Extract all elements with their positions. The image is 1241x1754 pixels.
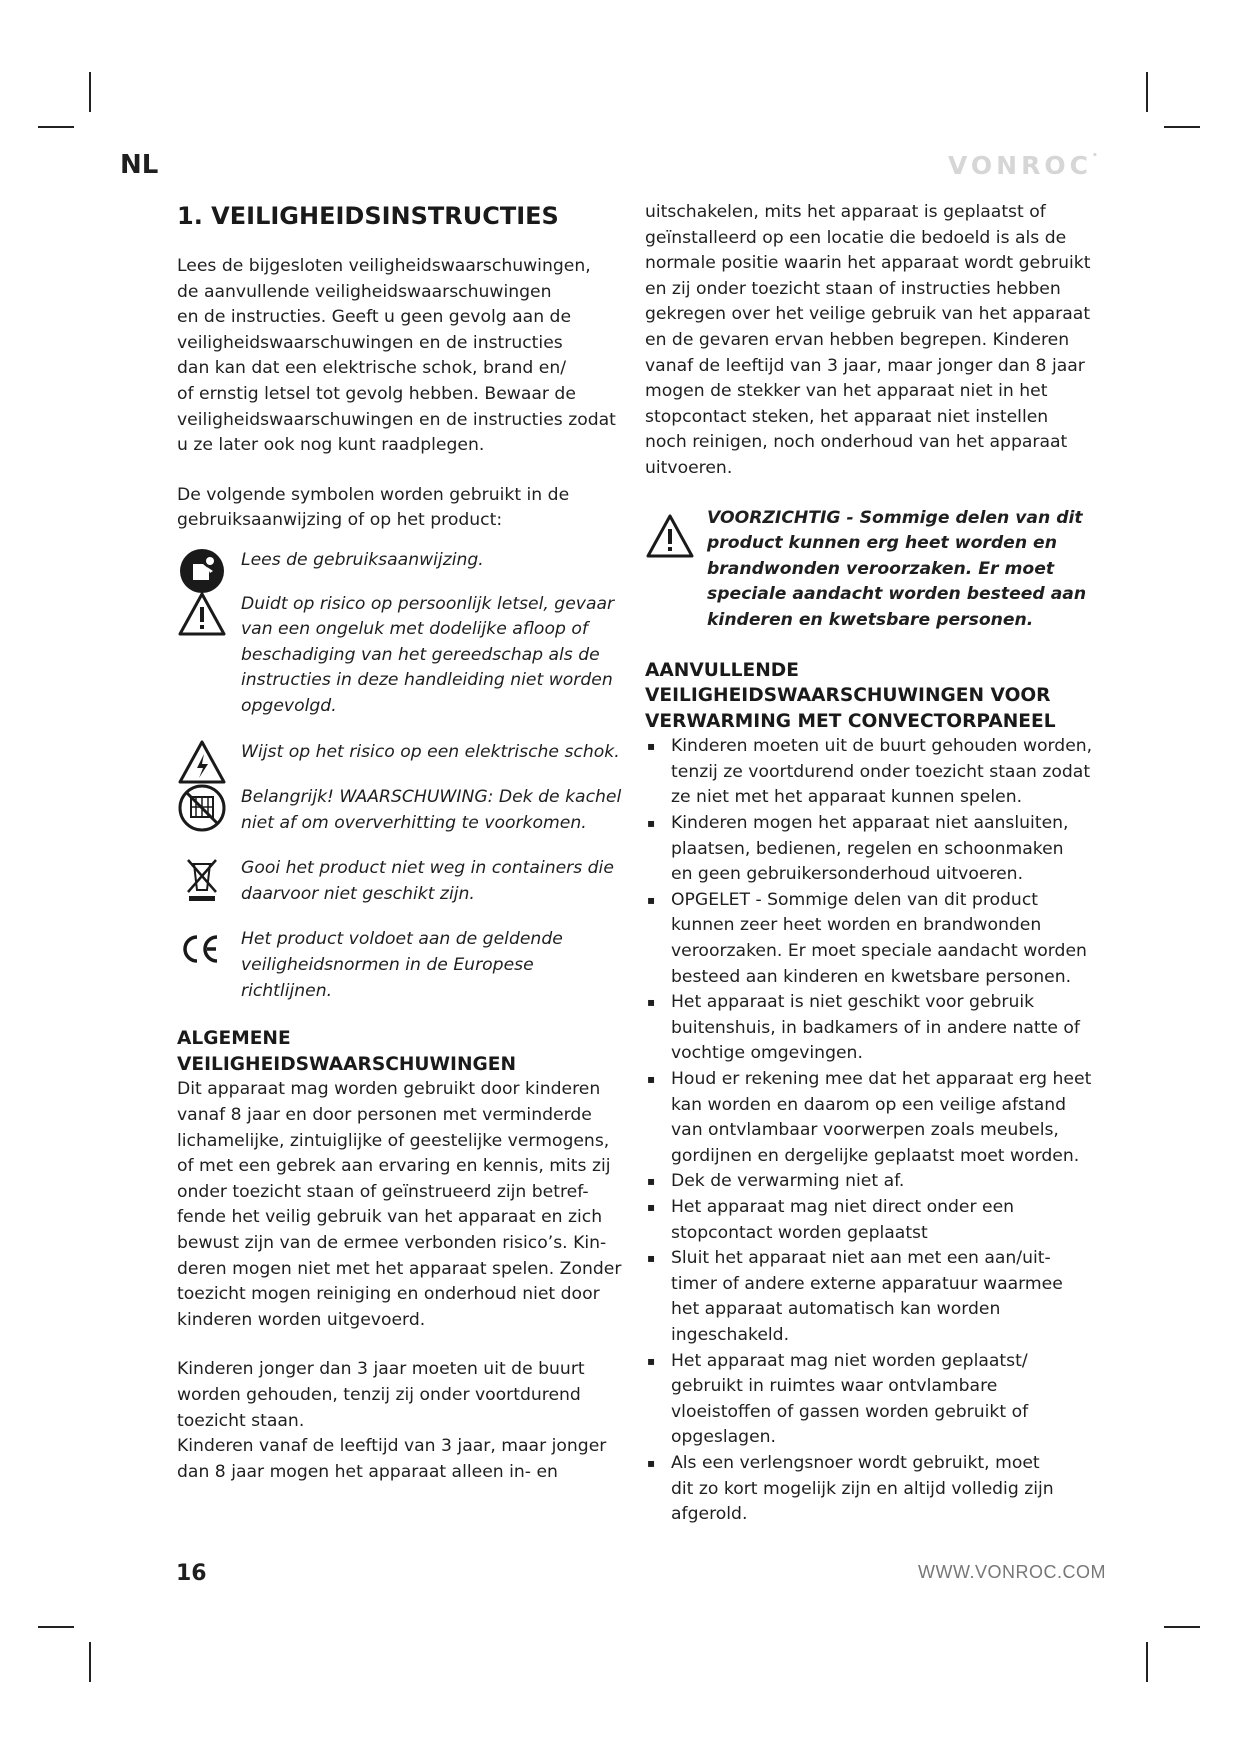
- ce-mark-icon: [177, 925, 227, 975]
- general-warnings-heading: ALGEMENE VEILIGHEIDSWAARSCHUWINGEN: [177, 1028, 517, 1075]
- symbol-text: Wijst op het risico op een elektrische schok.: [241, 741, 620, 762]
- symbol-item: [177, 548, 633, 574]
- general-paragraph-2: Kinderen jonger dan 3 jaar moeten uit de buurt worden gehouden, tenzij zij onder voortdurend toezicht staan.: [177, 1359, 585, 1431]
- general-paragraph-1: Dit apparaat mag worden gebruikt door kinderen vanaf 8 jaar en door personen met verminderde lichamelijke, zintuiglijke of geestelijke vermogens, of met een gebrek aan ervaring en kennis, mits zij onder toezicht staan of geïnstrueerd zijn betref- fende het veilig gebruik van het apparaat en zich bewust zijn van de ermee verbonden risico’s. Kin- deren mogen niet met het apparaat spelen. Zonder toezicht mogen reiniging en onderhoud niet door kinderen worden uitgevoerd.: [177, 1079, 622, 1330]
- crop-mark: [1146, 72, 1148, 112]
- symbol-item: [177, 927, 633, 1004]
- website-url: WWW.VONROC.COM: [918, 1562, 1106, 1582]
- electric-shock-icon: [177, 738, 227, 788]
- list-item: ▪ Kinderen moeten uit de buurt gehouden worden, tenzij ze voortdurend onder toezicht staan zodat ze niet met het apparaat kunnen spelen.: [645, 734, 1093, 811]
- list-item: ▪ Kinderen mogen het apparaat niet aansluiten, plaatsen, bedienen, regelen en schoonmaken en geen gebruikersonderhoud uitvoeren.: [645, 811, 1093, 888]
- symbol-list: [177, 548, 633, 1004]
- left-column: [177, 200, 633, 1485]
- list-item: ▪ Het apparaat mag niet direct onder een stopcontact worden geplaatst: [645, 1195, 1093, 1246]
- intro-paragraph: Lees de bijgesloten veiligheidswaarschuwingen, de aanvullende veiligheidswaarschuwingen en de instructies. Geeft u geen gevolg aan de veiligheidswaarschuwingen en de instructies dan kan dat een elektrische schok, brand en/ of ernstig letsel tot gevolg hebben. Bewaar de veiligheidswaarschuwingen en de instructies zodat u ze later ook nog kunt raadplegen.: [177, 256, 616, 456]
- symbols-intro: De volgende symbolen worden gebruikt in de gebruiksaanwijzing of op het product:: [177, 484, 570, 531]
- symbol-text: Duidt op risico op persoonlijk letsel, gevaar van een ongeluk met dodelijke afloop of beschadiging van het gereedschap als de instructies in deze handleiding niet worden opgevolgd.: [241, 593, 615, 716]
- warning-triangle-icon: [645, 512, 695, 562]
- symbol-text: Lees de gebruiksaanwijzing.: [241, 549, 484, 570]
- list-item: ▪ Houd er rekening mee dat het apparaat erg heet kan worden en daarom op een veilige afstand van ontvlambaar voorwerpen zoals meubels, gordijnen en dergelijke geplaatst moet worden.: [645, 1067, 1093, 1169]
- weee-bin-icon: [177, 854, 227, 904]
- caution-text: VOORZICHTIG - Sommige delen van dit product kunnen erg heet worden en brandwonden veroorzaken. Er moet speciale aandacht worden besteed aan kinderen en kwetsbare personen.: [707, 507, 1087, 630]
- symbol-text: Het product voldoet aan de geldende veiligheidsnormen in de Europese richtlijnen.: [241, 929, 563, 1001]
- general-paragraph-3: Kinderen vanaf de leeftijd van 3 jaar, maar jonger dan 8 jaar mogen het apparaat alleen in- en: [177, 1436, 607, 1482]
- page-number: 16: [176, 1561, 207, 1586]
- crop-mark: [89, 72, 91, 112]
- brand-logo: VONROC•: [948, 151, 1098, 180]
- caution-block: [645, 506, 1093, 634]
- do-not-cover-icon: [177, 783, 227, 833]
- crop-mark: [1146, 1642, 1148, 1682]
- additional-warnings-heading: AANVULLENDE VEILIGHEIDSWAARSCHUWINGEN VOOR VERWARMING MET CONVECTORPANEEL: [645, 659, 1056, 732]
- symbol-text: Gooi het product niet weg in containers die daarvoor niet geschikt zijn.: [241, 858, 614, 904]
- list-item: ▪ OPGELET - Sommige delen van dit product kunnen zeer heet worden en brandwonden veroorzaken. Er moet speciale aandacht worden besteed aan kinderen en kwetsbare personen.: [645, 888, 1093, 990]
- crop-mark: [38, 1626, 74, 1628]
- list-item: ▪ Als een verlengsnoer wordt gebruikt, moet dit zo kort mogelijk zijn en altijd volledig zijn afgerold.: [645, 1451, 1093, 1528]
- list-item: ▪ Sluit het apparaat niet aan met een aan/uit- timer of andere externe apparatuur waarmee het apparaat automatisch kan worden ingeschakeld.: [645, 1246, 1093, 1348]
- symbol-item: [177, 856, 633, 907]
- warning-triangle-icon: [177, 590, 227, 640]
- section-title: 1. VEILIGHEIDSINSTRUCTIES: [177, 202, 559, 230]
- symbol-item: [177, 785, 633, 836]
- symbol-item: [177, 740, 633, 766]
- warnings-list: [645, 734, 1093, 1527]
- crop-mark: [1164, 1626, 1200, 1628]
- list-item: ▪ Dek de verwarming niet af.: [645, 1169, 1093, 1195]
- crop-mark: [89, 1642, 91, 1682]
- list-item: ▪ Het apparaat is niet geschikt voor gebruik buitenshuis, in badkamers of in andere natte of vochtige omgevingen.: [645, 990, 1093, 1067]
- right-column: [645, 200, 1093, 1528]
- crop-mark: [38, 126, 74, 128]
- language-code: NL: [120, 150, 159, 180]
- symbol-text: Belangrijk! WAARSCHUWING: Dek de kachel niet af om oververhitting te voorkomen.: [241, 787, 622, 833]
- list-item: ▪ Het apparaat mag niet worden geplaatst/ gebruikt in ruimtes waar ontvlambare vloeistoffen of gassen worden gebruikt of opgeslagen.: [645, 1349, 1093, 1451]
- symbol-item: [177, 592, 633, 720]
- continuation-paragraph: uitschakelen, mits het apparaat is geplaatst of geïnstalleerd op een locatie die bedoeld is als de normale positie waarin het apparaat wordt gebruikt en zij onder toezicht staan of instructies hebben gekregen over het veilige gebruik van het apparaat en de gevaren ervan hebben begrepen. Kinderen vanaf de leeftijd van 3 jaar, maar jonger dan 8 jaar mogen de stekker van het apparaat niet in het stopcontact steken, het apparaat niet instellen noch reinigen, noch onderhoud van het apparaat uitvoeren.: [645, 202, 1091, 478]
- crop-mark: [1164, 126, 1200, 128]
- manual-icon: [177, 546, 227, 596]
